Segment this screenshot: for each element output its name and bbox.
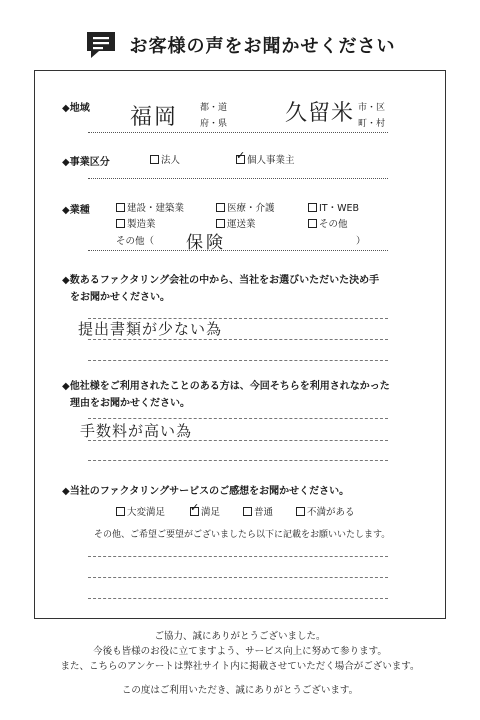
- very-satisfied-label: 大変満足: [127, 507, 166, 518]
- reason-line-1: [88, 318, 388, 319]
- business-option-sole-proprietor[interactable]: [236, 152, 295, 166]
- business-option-corporation[interactable]: [150, 152, 180, 166]
- construction-label: 建設・建築業: [127, 203, 185, 214]
- other-company-line-3: [88, 460, 388, 461]
- industry-other-prefix: その他（: [116, 236, 155, 247]
- industry-other-value[interactable]: 保険: [186, 233, 226, 253]
- other-label: その他: [319, 219, 348, 230]
- form-title: お客様の声をお聞かせください: [129, 36, 396, 57]
- footer-improvement: 今後も皆様のお役に立てますよう、サービス向上に努めて参ります。: [93, 646, 387, 657]
- footer-closing: この度はご利用いただき、誠にありがとうございます。: [121, 685, 359, 696]
- industry-label: ◆業種: [62, 205, 90, 216]
- corporation-label: 法人: [161, 155, 181, 166]
- dissatisfied-checkbox[interactable]: [296, 507, 305, 516]
- prefecture-suffix-bottom: 府・県: [200, 119, 228, 129]
- speech-bubble-icon: [84, 30, 118, 60]
- corporation-checkbox[interactable]: [150, 155, 159, 164]
- prefecture-suffix-top: 都・道: [200, 103, 228, 113]
- satisfied-checkbox[interactable]: [190, 507, 199, 516]
- impression-option-very-satisfied[interactable]: [116, 504, 165, 518]
- other-company-line-2: [88, 440, 388, 441]
- city-suffix-top: 市・区: [358, 103, 386, 113]
- construction-checkbox[interactable]: [116, 203, 125, 212]
- transport-checkbox[interactable]: [216, 219, 225, 228]
- reason-line-3: [88, 360, 388, 361]
- very-satisfied-checkbox[interactable]: [116, 507, 125, 516]
- it-label: IT・WEB: [319, 203, 360, 214]
- city-suffix-bottom: 町・村: [358, 119, 386, 129]
- other-company-line-1: [88, 418, 388, 419]
- reason-line-2: [88, 339, 388, 340]
- industry-option-it[interactable]: [308, 200, 359, 214]
- other-company-question-line2: 理由をお聞かせください。: [70, 398, 190, 409]
- region-label: ◆地域: [62, 103, 90, 114]
- region-underline: [88, 132, 388, 133]
- business-type-label: ◆事業区分: [62, 157, 110, 168]
- prefecture-value[interactable]: 福岡: [130, 105, 179, 130]
- medical-label: 医療・介護: [227, 203, 275, 214]
- comment-line-3: [88, 598, 388, 599]
- industry-option-other[interactable]: [308, 216, 348, 230]
- satisfied-label: 満足: [201, 507, 221, 518]
- industry-option-construction[interactable]: [116, 200, 184, 214]
- footer-thanks: ご協力、誠にありがとうございました。: [154, 631, 326, 642]
- transport-label: 運送業: [227, 219, 256, 230]
- other-company-question-line1: ◆他社様をご利用されたことのある方は、今回そちらを利用されなかった: [62, 381, 390, 392]
- industry-option-manufacturing[interactable]: [116, 216, 156, 230]
- reason-question-line1: ◆数あるファクタリング会社の中から、当社をお選びいただいた決め手: [62, 275, 380, 286]
- other-checkbox[interactable]: [308, 219, 317, 228]
- impression-option-normal[interactable]: [243, 504, 273, 518]
- other-company-answer[interactable]: 手数料が高い為: [80, 422, 193, 440]
- sole-proprietor-label: 個人事業主: [247, 155, 295, 166]
- impression-note: その他、ご希望ご要望がございましたら以下に記載をお願いいたします。: [94, 530, 391, 540]
- reason-answer[interactable]: 提出書類が少ない為: [78, 320, 223, 338]
- manufacturing-label: 製造業: [127, 219, 156, 230]
- manufacturing-checkbox[interactable]: [116, 219, 125, 228]
- it-checkbox[interactable]: [308, 203, 317, 212]
- normal-checkbox[interactable]: [243, 507, 252, 516]
- impression-option-dissatisfied[interactable]: [296, 504, 355, 518]
- form-header: [0, 30, 480, 64]
- business-underline: [88, 178, 388, 179]
- dissatisfied-label: 不満がある: [307, 507, 355, 518]
- medical-checkbox[interactable]: [216, 203, 225, 212]
- industry-option-medical[interactable]: [216, 200, 275, 214]
- impression-option-satisfied[interactable]: [190, 504, 220, 518]
- sole-proprietor-checkbox[interactable]: [236, 155, 245, 164]
- footer-publication-notice: また、こちらのアンケートは弊社サイト内に掲載させていただく場合がございます。: [60, 661, 420, 672]
- industry-underline: [88, 250, 388, 251]
- normal-label: 普通: [254, 507, 274, 518]
- reason-question-line2: をお聞かせください。: [70, 292, 170, 303]
- comment-line-1: [88, 556, 388, 557]
- industry-other-suffix: ）: [356, 236, 366, 247]
- impression-question: ◆当社のファクタリングサービスのご感想をお聞かせください。: [62, 486, 350, 497]
- city-value[interactable]: 久留米: [285, 101, 355, 126]
- comment-line-2: [88, 577, 388, 578]
